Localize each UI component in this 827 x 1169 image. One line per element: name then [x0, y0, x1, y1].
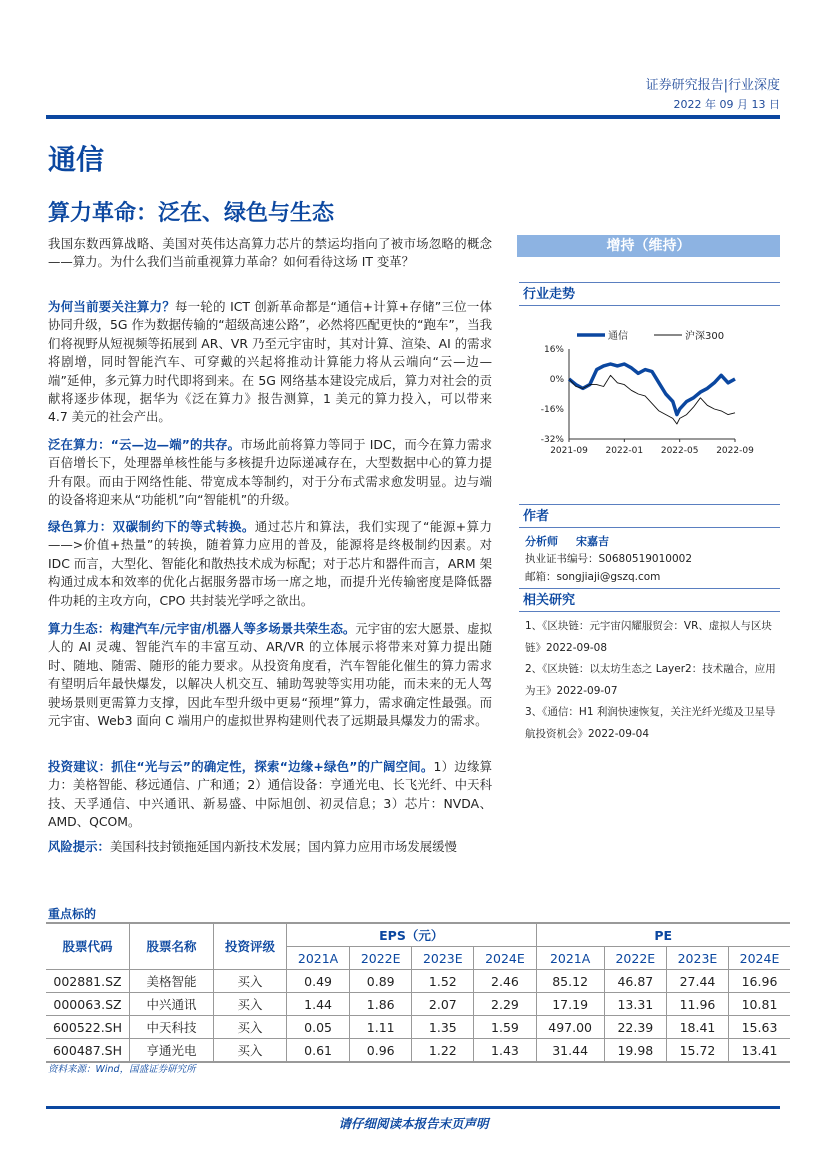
y-tick-label: 0%	[549, 375, 564, 385]
table-row	[46, 1039, 790, 1063]
paragraph-investment: 投资建议：抓住“光与云”的确定性，探索“边缘+绿色”的广阔空间。1）边缘算力：美格智能、移远通信、广和通；2）通信设备：亨通光电、长飞光纤、中天科技、天孚通信、中兴通讯、新易盛、中际旭创、初灵信息；3）芯片：NVDA、AMD、QCOM。	[48, 759, 492, 830]
paragraph-ubiquitous: 泛在算力：“云—边—端”的共存。市场此前将算力等同于 IDC，而今在算力需求百倍增长下，处理器单核性能与多核提升边际递减存在，大型数据中心的算力提升有限。而由于网络性能、带宽成本等制约，对于分布式需求愈发明显。边与端的设备将迎来从“功能机”向“智能机”的升级。	[48, 437, 492, 508]
footer-divider	[46, 1106, 780, 1109]
cell-name: 美格智能	[130, 970, 214, 993]
cell-eps: 1.86	[350, 993, 412, 1016]
analyst: 分析师 宋嘉吉	[525, 535, 609, 548]
cell-pe: 85.12	[536, 970, 604, 993]
header-year-pe: 2023E	[666, 947, 728, 970]
cell-pe: 27.44	[666, 970, 728, 993]
author-heading: 作者	[519, 504, 780, 528]
series-line-csi300	[569, 375, 735, 424]
cell-pe: 11.96	[666, 993, 728, 1016]
cell-pe: 497.00	[536, 1016, 604, 1039]
cell-pe: 13.31	[604, 993, 666, 1016]
cell-rating: 买入	[214, 993, 287, 1016]
cell-rating: 买入	[214, 1016, 287, 1039]
cell-name: 中天科技	[130, 1016, 214, 1039]
x-tick-label: 2022-05	[660, 446, 699, 456]
cell-eps: 2.29	[474, 993, 536, 1016]
cell-pe: 19.98	[604, 1039, 666, 1063]
header-year-eps: 2021A	[287, 947, 350, 970]
rating-badge: 增持（维持）	[517, 235, 780, 257]
cell-eps: 2.07	[412, 993, 474, 1016]
related-item[interactable]: 2、《区块链：以太坊生态之 Layer2：技术融合，应用为王》2022-09-07	[525, 663, 776, 697]
trend-heading: 行业走势	[519, 282, 780, 306]
paragraph-ecosystem: 算力生态：构建汽车/元宇宙/机器人等多场景共荣生态。元宇宙的宏大愿景、虚拟人的 AI 灵魂、智能汽车的丰富互动、AR/VR 的立体展示将带来对算力提出随时、随地、随需、随形的能力要求。从投资角度看，汽车智能化催生的算力需求有望明后年最快爆发，以解决人机交互、辅助驾驶等实用功能，而未来的无人驾驶场景则更需算力支撑，因此车型升级中更易“预埋”算力，需求确定性最强。而元宇宙、Web3 面向 C 端用户的虚拟世界构建则代表了远期最具爆发力的需求。	[48, 621, 492, 729]
cell-pe: 31.44	[536, 1039, 604, 1063]
header-rating: 投资评级	[214, 923, 287, 970]
x-tick-label: 2022-01	[605, 446, 644, 456]
cell-eps: 1.35	[412, 1016, 474, 1039]
cell-pe: 22.39	[604, 1016, 666, 1039]
cell-pe: 46.87	[604, 970, 666, 993]
table-caption: 重点标的	[48, 907, 97, 921]
table-source: 资料来源：Wind，国盛证券研究所	[48, 1064, 196, 1075]
sector-title: 通信	[48, 143, 105, 176]
header-divider	[46, 115, 780, 119]
report-date: 2022 年 09 月 13 日	[673, 98, 780, 111]
email[interactable]: 邮箱：songjiaji@gszq.com	[525, 571, 661, 583]
paragraph-green: 绿色算力：双碳制约下的等式转换。通过芯片和算法，我们实现了“能源+算力——>价值+热量”的转换，随着算力应用的普及，能源将是终极制约因素。对 IDC 而言，大型化、智能化和散热技术成为标配；对于芯片和器件而言，ARM 架构通过成本和效率的优化占据服务器市场一席之地，而提升光传输密度是降低器件功耗的主攻方向，CPO 共封装光学呼之欲出。	[48, 519, 493, 608]
cell-eps: 0.96	[350, 1039, 412, 1063]
legend-label: 通信	[608, 331, 628, 342]
cell-eps: 1.59	[474, 1016, 536, 1039]
paragraph-why: 为何当前要关注算力？每一轮的 ICT 创新革命都是“通信+计算+存储”三位一体协同升级，5G 作为数据传输的“超级高速公路”，必然将匹配更快的“跑车”，当我们将视野从短视频等拓展到 AR、VR 乃至元宇宙时，其对计算、渲染、AI 的需求将剧增，同时智能汽车、可穿戴的兴起将推动计算能力将从云端向“云—边—端”延伸，多元算力时代即将到来。在 5G 网络基本建设完成后，算力对社会的贡献将逐步体现，据华为《泛在算力》报告测算，1 美元的算力投入，可以带来 4.7 美元的社会产出。	[48, 299, 492, 425]
cell-pe: 17.19	[536, 993, 604, 1016]
stocks-table	[46, 922, 790, 1063]
cell-eps: 1.11	[350, 1016, 412, 1039]
cell-eps: 0.61	[287, 1039, 350, 1063]
cell-code: 002881.SZ	[46, 970, 130, 993]
header-year-pe: 2024E	[729, 947, 790, 970]
header-year-pe: 2021A	[536, 947, 604, 970]
header-year-pe: 2022E	[604, 947, 666, 970]
cell-name: 亨通光电	[130, 1039, 214, 1063]
cell-eps: 2.46	[474, 970, 536, 993]
x-tick-label: 2021-09	[550, 446, 588, 456]
y-tick-label: -32%	[540, 435, 564, 445]
cell-code: 000063.SZ	[46, 993, 130, 1016]
cell-pe: 16.96	[729, 970, 790, 993]
table-row	[46, 970, 790, 993]
related-heading: 相关研究	[519, 588, 780, 612]
report-title: 算力革命：泛在、绿色与生态	[48, 201, 335, 226]
header-year-eps: 2022E	[350, 947, 412, 970]
cell-eps: 1.52	[412, 970, 474, 993]
header-year-eps: 2024E	[474, 947, 536, 970]
header-eps: EPS（元）	[287, 923, 537, 947]
cell-pe: 10.81	[729, 993, 790, 1016]
header-code: 股票代码	[46, 923, 130, 970]
header-year-eps: 2023E	[412, 947, 474, 970]
paragraph-intro: 我国东数西算战略、美国对英伟达高算力芯片的禁运均指向了被市场忽略的概念——算力。为什么我们当前重视算力革命？如何看待这场 IT 变革？	[48, 236, 492, 270]
footer-disclaimer: 请仔细阅读本报告末页声明	[338, 1116, 489, 1131]
cell-code: 600487.SH	[46, 1039, 130, 1063]
cell-eps: 1.44	[287, 993, 350, 1016]
cell-name: 中兴通讯	[130, 993, 214, 1016]
header-pe: PE	[536, 923, 790, 947]
cell-pe: 13.41	[729, 1039, 790, 1063]
license-number: 执业证书编号：S0680519010002	[525, 553, 693, 565]
cell-pe: 15.63	[729, 1016, 790, 1039]
cell-eps: 0.49	[287, 970, 350, 993]
paragraph-risk: 风险提示：美国科技封锁拖延国内新技术发展；国内算力应用市场发展缓慢	[48, 839, 457, 854]
cell-code: 600522.SH	[46, 1016, 130, 1039]
trend-chart	[519, 325, 780, 465]
cell-rating: 买入	[214, 970, 287, 993]
cell-eps: 0.05	[287, 1016, 350, 1039]
cell-eps: 1.22	[412, 1039, 474, 1063]
report-type: 证券研究报告|行业深度	[645, 78, 780, 93]
related-item[interactable]: 3、《通信：H1 利润快速恢复，关注光纤光缆及卫星导航投资机会》2022-09-04	[525, 706, 776, 740]
x-tick-label: 2022-09	[716, 446, 754, 456]
cell-pe: 18.41	[666, 1016, 728, 1039]
cell-rating: 买入	[214, 1039, 287, 1063]
cell-pe: 15.72	[666, 1039, 728, 1063]
cell-eps: 0.89	[350, 970, 412, 993]
table-row	[46, 1016, 790, 1039]
cell-eps: 1.43	[474, 1039, 536, 1063]
y-tick-label: 16%	[543, 345, 564, 355]
header-name: 股票名称	[130, 923, 214, 970]
related-item[interactable]: 1、《区块链：元宇宙闪耀服贸会：VR、虚拟人与区块链》2022-09-08	[525, 620, 772, 654]
table-row	[46, 993, 790, 1016]
y-tick-label: -16%	[540, 405, 564, 415]
legend-label: 沪深300	[685, 331, 725, 342]
